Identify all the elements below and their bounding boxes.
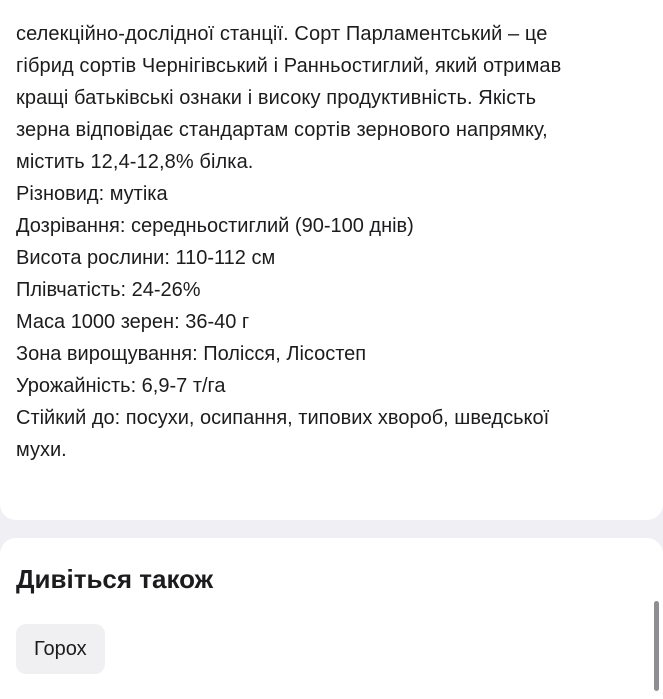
spec-growing-zone: Зона вирощування: Полісся, Лісостеп bbox=[16, 343, 367, 365]
see-also-title: Дивіться також bbox=[16, 564, 214, 594]
spec-ripening: Дозрівання: середньостиглий (90-100 днів) bbox=[16, 215, 414, 237]
see-also-card bbox=[0, 538, 663, 699]
spec-thousand-grain-weight: Маса 1000 зерен: 36-40 г bbox=[16, 311, 250, 333]
description-line: містить 12,4-12,8% білка. bbox=[16, 151, 254, 173]
description-paragraph bbox=[16, 0, 641, 178]
spec-resistance-continued: мухи. bbox=[16, 439, 67, 461]
spec-variety: Різновид: мутіка bbox=[16, 183, 168, 205]
specs-list bbox=[16, 178, 641, 466]
spec-hull-content: Плівчатість: 24-26% bbox=[16, 279, 201, 301]
chip-peas[interactable]: Горох bbox=[16, 624, 105, 674]
scrollbar-thumb[interactable] bbox=[654, 601, 659, 691]
description-line: гібрид сортів Чернігівський і Ранньостиглий, який отримав bbox=[16, 55, 562, 77]
see-also-chips bbox=[16, 624, 647, 674]
description-line: селекційно-дослідної станції. Сорт Парламентський – це bbox=[16, 23, 548, 45]
description-line: зерна відповідає стандартам сортів зернового напрямку, bbox=[16, 119, 548, 141]
spec-yield: Урожайність: 6,9-7 т/га bbox=[16, 375, 226, 397]
spec-plant-height: Висота рослини: 110-112 см bbox=[16, 247, 276, 269]
spec-resistance: Стійкий до: посухи, осипання, типових хвороб, шведської bbox=[16, 407, 550, 429]
description-line: кращі батьківські ознаки і високу продуктивність. Якість bbox=[16, 87, 537, 109]
